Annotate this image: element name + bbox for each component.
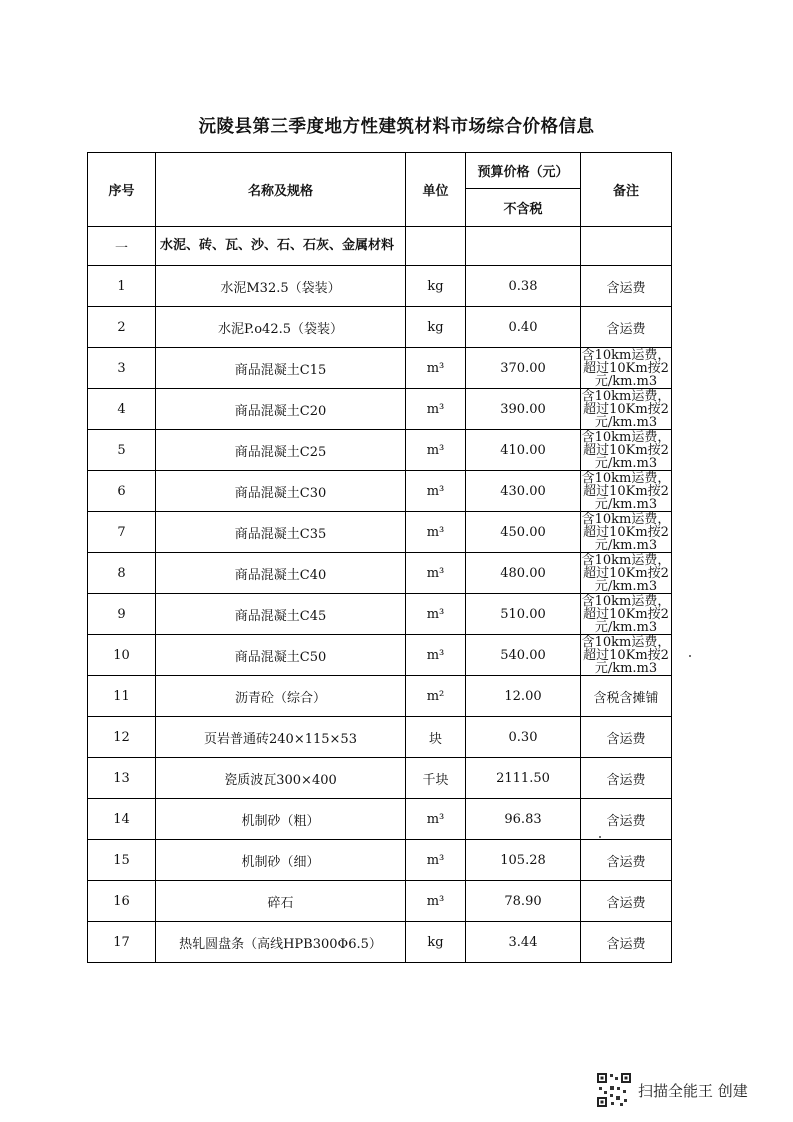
table-row xyxy=(88,553,672,594)
row-name: 热轧圆盘条（高线HPB300Φ6.5） xyxy=(156,922,406,963)
row-note: 含10km运费，超过10Km按2元/km.m3 xyxy=(581,388,671,430)
row-unit: m³ xyxy=(406,389,466,430)
row-seq: 1 xyxy=(88,266,156,307)
row-note: 含10km运费，超过10Km按2元/km.m3 xyxy=(581,470,671,512)
category-row xyxy=(88,227,672,266)
row-seq: 10 xyxy=(88,635,156,676)
header-name: 名称及规格 xyxy=(156,153,406,227)
row-unit: m³ xyxy=(406,430,466,471)
row-unit: m³ xyxy=(406,594,466,635)
table-row xyxy=(88,594,672,635)
scan-speck xyxy=(689,655,691,657)
row-seq: 2 xyxy=(88,307,156,348)
row-price: 3.44 xyxy=(466,922,581,963)
row-unit: kg xyxy=(406,307,466,348)
header-price: 预算价格（元） xyxy=(466,153,581,189)
table-row xyxy=(88,389,672,430)
row-name: 机制砂（粗） xyxy=(156,799,406,840)
row-seq: 16 xyxy=(88,881,156,922)
row-unit: 块 xyxy=(406,717,466,758)
category-seq: 一 xyxy=(88,227,156,266)
row-unit: m³ xyxy=(406,348,466,389)
row-note: 含运费 xyxy=(581,799,672,840)
row-note: 含税含摊铺 xyxy=(581,676,672,717)
row-name: 商品混凝土C45 xyxy=(156,594,406,635)
row-name: 沥青砼（综合） xyxy=(156,676,406,717)
row-note: 含10km运费，超过10Km按2元/km.m3 xyxy=(581,552,671,594)
row-seq: 17 xyxy=(88,922,156,963)
row-unit: m³ xyxy=(406,512,466,553)
row-seq: 8 xyxy=(88,553,156,594)
qr-code-icon xyxy=(596,1072,632,1108)
row-unit: m³ xyxy=(406,799,466,840)
header-seq: 序号 xyxy=(88,153,156,227)
row-note: 含运费 xyxy=(581,881,672,922)
row-seq: 4 xyxy=(88,389,156,430)
table-row xyxy=(88,471,672,512)
row-note: 含运费 xyxy=(581,307,672,348)
table-row xyxy=(88,512,672,553)
table-row xyxy=(88,635,672,676)
table-row xyxy=(88,799,672,840)
table-row xyxy=(88,922,672,963)
row-seq: 14 xyxy=(88,799,156,840)
row-price: 430.00 xyxy=(466,471,581,512)
table-row xyxy=(88,266,672,307)
header-note: 备注 xyxy=(581,153,672,227)
row-note: 含运费 xyxy=(581,922,672,963)
row-name: 瓷质波瓦300×400 xyxy=(156,758,406,799)
row-price: 12.00 xyxy=(466,676,581,717)
row-price: 0.40 xyxy=(466,307,581,348)
row-name: 碎石 xyxy=(156,881,406,922)
row-price: 390.00 xyxy=(466,389,581,430)
page-title: 沅陵县第三季度地方性建筑材料市场综合价格信息 xyxy=(198,117,595,137)
row-seq: 11 xyxy=(88,676,156,717)
row-price: 78.90 xyxy=(466,881,581,922)
row-price: 0.30 xyxy=(466,717,581,758)
row-name: 水泥P.o42.5（袋装） xyxy=(156,307,406,348)
row-unit: kg xyxy=(406,266,466,307)
row-note: 含10km运费，超过10Km按2元/km.m3 xyxy=(581,593,671,635)
row-unit: m³ xyxy=(406,881,466,922)
row-name: 商品混凝土C30 xyxy=(156,471,406,512)
table-row xyxy=(88,676,672,717)
row-unit: m³ xyxy=(406,553,466,594)
row-unit: kg xyxy=(406,922,466,963)
scan-speck xyxy=(599,836,601,838)
category-name: 水泥、砖、瓦、沙、石、石灰、金属材料 xyxy=(156,227,406,266)
row-name: 机制砂（细） xyxy=(156,840,406,881)
table-row xyxy=(88,348,672,389)
row-name: 商品混凝土C25 xyxy=(156,430,406,471)
row-seq: 6 xyxy=(88,471,156,512)
table-row xyxy=(88,717,672,758)
row-unit: m³ xyxy=(406,635,466,676)
row-note: 含运费 xyxy=(581,758,672,799)
row-note: 含运费 xyxy=(581,840,672,881)
row-name: 商品混凝土C15 xyxy=(156,348,406,389)
row-name: 水泥M32.5（袋装） xyxy=(156,266,406,307)
row-price: 0.38 xyxy=(466,266,581,307)
row-price: 410.00 xyxy=(466,430,581,471)
row-price: 2111.50 xyxy=(466,758,581,799)
row-price: 450.00 xyxy=(466,512,581,553)
row-name: 商品混凝土C35 xyxy=(156,512,406,553)
row-note: 含10km运费，超过10Km按2元/km.m3 xyxy=(581,429,671,471)
row-price: 540.00 xyxy=(466,635,581,676)
row-price: 105.28 xyxy=(466,840,581,881)
row-seq: 13 xyxy=(88,758,156,799)
row-note: 含运费 xyxy=(581,266,672,307)
row-note: 含10km运费，超过10Km按2元/km.m3 xyxy=(581,511,671,553)
table-row xyxy=(88,758,672,799)
row-unit: m³ xyxy=(406,840,466,881)
price-table xyxy=(87,152,672,963)
row-seq: 5 xyxy=(88,430,156,471)
row-unit: m² xyxy=(406,676,466,717)
row-note: 含10km运费，超过10Km按2元/km.m3 xyxy=(581,634,671,676)
row-seq: 7 xyxy=(88,512,156,553)
row-note: 含运费 xyxy=(581,717,672,758)
row-seq: 9 xyxy=(88,594,156,635)
row-seq: 3 xyxy=(88,348,156,389)
row-note: 含10km运费，超过10Km按2元/km.m3 xyxy=(581,347,671,389)
row-seq: 15 xyxy=(88,840,156,881)
table-row xyxy=(88,307,672,348)
header-unit: 单位 xyxy=(406,153,466,227)
table-row xyxy=(88,430,672,471)
row-unit: m³ xyxy=(406,471,466,512)
row-name: 商品混凝土C40 xyxy=(156,553,406,594)
row-name: 商品混凝土C20 xyxy=(156,389,406,430)
row-price: 96.83 xyxy=(466,799,581,840)
row-name: 商品混凝土C50 xyxy=(156,635,406,676)
row-seq: 12 xyxy=(88,717,156,758)
header-row xyxy=(88,153,672,189)
watermark-text: 扫描全能王 创建 xyxy=(638,1082,748,1100)
row-price: 370.00 xyxy=(466,348,581,389)
table-row xyxy=(88,881,672,922)
row-name: 页岩普通砖240×115×53 xyxy=(156,717,406,758)
header-price-sub: 不含税 xyxy=(466,189,581,227)
table-row xyxy=(88,840,672,881)
row-unit: 千块 xyxy=(406,758,466,799)
row-price: 480.00 xyxy=(466,553,581,594)
row-price: 510.00 xyxy=(466,594,581,635)
